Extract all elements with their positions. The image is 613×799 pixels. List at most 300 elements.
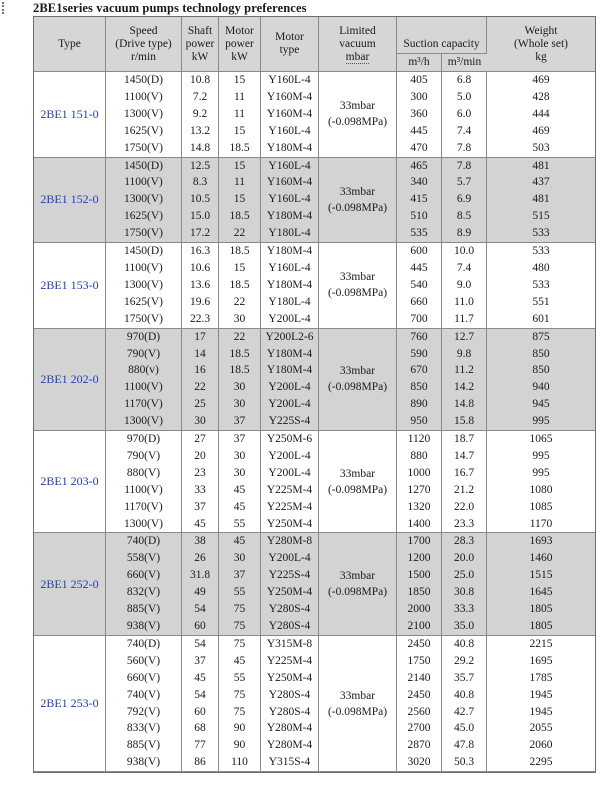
speed-value: 740(D) (126, 637, 161, 650)
header-motor-type: Motor type (261, 17, 319, 72)
shaft-power-cell (182, 243, 219, 329)
motor-type-value: Y315M-8 (266, 637, 313, 650)
weight-value: 1805 (529, 603, 553, 616)
shaft-power-cell (182, 158, 219, 244)
speed-value: 740(V) (126, 688, 161, 701)
weight-value: 850 (532, 347, 550, 360)
suction-m3h-cell (397, 329, 442, 431)
motor-type-value: Y180M-4 (266, 364, 313, 377)
shaft-power-value: 7.2 (192, 90, 208, 103)
weight-value: 437 (532, 176, 550, 189)
limited-vacuum-value: 33mbar (339, 570, 376, 583)
table-row (34, 636, 595, 772)
suction-m3h-value: 590 (410, 347, 428, 360)
shaft-power-value: 17.2 (189, 227, 211, 240)
motor-power-value: 30 (233, 312, 246, 325)
suction-m3h-value: 700 (410, 312, 428, 325)
motor-type-value: Y225S-4 (268, 569, 311, 582)
header-weight: Weight (Whole set) kg (487, 17, 595, 72)
weight-value: 2215 (529, 637, 553, 650)
table-row (34, 431, 595, 533)
suction-m3min-cell (442, 243, 487, 329)
motor-type-value: Y250M-6 (266, 433, 313, 446)
suction-m3h-value: 3020 (407, 756, 431, 769)
motor-power-cell (219, 533, 261, 635)
motor-type-value: Y280M-4 (266, 739, 313, 752)
shaft-power-cell (182, 636, 219, 772)
speed-value: 660(V) (126, 569, 161, 582)
motor-power-cell (219, 431, 261, 533)
motor-type-value: Y180M-4 (266, 210, 313, 223)
motor-type-value: Y160L-4 (268, 261, 311, 274)
suction-m3h-value: 2000 (407, 603, 431, 616)
suction-m3h-value: 1700 (407, 535, 431, 548)
motor-type-value: Y250M-4 (266, 586, 313, 599)
suction-m3h-value: 405 (410, 74, 428, 86)
suction-m3h-value: 890 (410, 398, 428, 411)
header-suction-capacity: Suction capacity (397, 17, 487, 54)
suction-m3min-value: 9.0 (456, 278, 472, 291)
motor-power-value: 18.5 (229, 141, 250, 154)
limited-vacuum-value: 33mbar (339, 185, 376, 198)
speed-value: 832(V) (126, 586, 161, 599)
suction-m3min-value: 11.2 (454, 364, 474, 377)
suction-m3h-value: 2700 (407, 722, 431, 735)
weight-cell (487, 431, 595, 533)
weight-value: 995 (532, 466, 550, 479)
speed-cell (106, 533, 182, 635)
motor-power-value: 90 (233, 739, 246, 752)
motor-power-value: 55 (233, 586, 246, 599)
table-group (34, 243, 595, 329)
shaft-power-value: 60 (194, 620, 206, 632)
weight-value: 480 (532, 261, 550, 274)
suction-m3min-value: 18.7 (453, 433, 475, 446)
suction-m3h-value: 880 (410, 449, 428, 462)
motor-type-value: Y225S-4 (268, 415, 311, 428)
weight-value: 444 (532, 107, 550, 120)
motor-type-value: Y200L-4 (268, 381, 311, 394)
motor-power-value: 45 (233, 654, 246, 667)
suction-m3h-value: 2140 (407, 671, 431, 684)
shaft-power-value: 37 (194, 500, 206, 513)
weight-value: 1085 (529, 500, 553, 513)
shaft-power-value: 15.0 (189, 210, 211, 223)
motor-type-value: Y180M-4 (266, 278, 313, 291)
limited-vacuum-cell (319, 431, 397, 533)
suction-m3h-value: 2450 (407, 637, 431, 650)
suction-m3min-value: 7.8 (456, 159, 472, 172)
motor-power-value: 75 (233, 637, 246, 650)
speed-value: 833(V) (126, 722, 161, 735)
speed-value: 885(V) (126, 603, 161, 616)
motor-power-value: 75 (233, 705, 246, 718)
shaft-power-value: 22 (194, 381, 206, 394)
motor-type-value: Y200L-4 (268, 449, 311, 462)
motor-power-value: 37 (233, 415, 246, 428)
limited-vacuum-cell (319, 72, 397, 158)
table-row (34, 72, 595, 158)
speed-cell (106, 72, 182, 158)
shaft-power-cell (182, 329, 219, 431)
suction-m3min-value: 29.2 (453, 654, 475, 667)
table-group (34, 533, 595, 635)
limited-vacuum-value: (-0.098MPa) (327, 586, 388, 599)
weight-cell (487, 329, 595, 431)
weight-value: 1170 (529, 517, 553, 530)
motor-type-value: Y250M-4 (266, 517, 313, 530)
suction-m3min-value: 22.0 (453, 500, 475, 513)
suction-m3min-value: 33.3 (453, 603, 475, 616)
suction-m3min-value: 5.7 (456, 176, 472, 189)
table-group (34, 329, 595, 431)
header-motor-power: Motor power kW (219, 17, 261, 72)
motor-power-value: 22 (233, 330, 246, 343)
suction-m3min-value: 35.7 (453, 671, 475, 684)
weight-value: 1065 (529, 433, 553, 446)
suction-m3min-value: 50.3 (453, 756, 475, 769)
suction-m3min-value: 23.3 (453, 517, 475, 530)
speed-value: 660(V) (126, 671, 161, 684)
table-row (34, 533, 595, 635)
speed-value: 885(V) (126, 739, 161, 752)
shaft-power-value: 13.2 (189, 124, 211, 137)
header-shaft-power: Shaft power kW (182, 17, 219, 72)
shaft-power-value: 25 (194, 398, 206, 411)
drag-handle-icon (2, 2, 7, 14)
weight-value: 1645 (529, 586, 553, 599)
suction-m3min-value: 14.7 (453, 449, 475, 462)
motor-power-value: 18.5 (229, 364, 250, 377)
weight-value: 1080 (529, 483, 553, 496)
motor-power-value: 30 (233, 466, 246, 479)
shaft-power-value: 77 (194, 739, 206, 752)
speed-value: 938(V) (126, 620, 161, 632)
motor-type-value: Y315S-4 (268, 756, 311, 769)
limited-vacuum-value: (-0.098MPa) (327, 287, 388, 300)
motor-power-value: 15 (233, 193, 246, 206)
weight-value: 1695 (529, 654, 553, 667)
model-type-cell: 2BE1 202-0 (34, 329, 106, 431)
weight-value: 1805 (529, 620, 553, 632)
motor-power-value: 55 (233, 517, 246, 530)
suction-m3min-value: 28.3 (453, 535, 475, 548)
motor-type-value: Y225M-4 (266, 483, 313, 496)
motor-power-value: 15 (233, 124, 246, 137)
model-type-cell: 2BE1 153-0 (34, 243, 106, 329)
motor-power-value: 37 (233, 569, 246, 582)
suction-m3h-value: 950 (410, 415, 428, 428)
suction-m3min-value: 25.0 (453, 569, 475, 582)
weight-value: 2295 (529, 756, 553, 769)
speed-value: 1450(D) (124, 74, 163, 86)
shaft-power-value: 49 (194, 586, 206, 599)
motor-power-value: 15 (233, 159, 246, 172)
motor-type-value: Y160M-4 (266, 176, 313, 189)
speed-value: 560(V) (126, 654, 161, 667)
shaft-power-value: 14 (194, 347, 206, 360)
motor-type-value: Y200L-4 (268, 312, 311, 325)
shaft-power-value: 16.3 (189, 245, 211, 258)
table-group (34, 636, 595, 772)
weight-value: 1785 (529, 671, 553, 684)
weight-value: 551 (532, 295, 550, 308)
motor-power-value: 75 (233, 688, 246, 701)
motor-type-cell (261, 243, 319, 329)
speed-value: 970(D) (126, 433, 161, 446)
speed-value: 1450(D) (124, 245, 163, 258)
shaft-power-value: 23 (194, 466, 206, 479)
weight-value: 2060 (529, 739, 553, 752)
shaft-power-value: 20 (194, 449, 206, 462)
speed-value: 1100(V) (124, 261, 163, 274)
motor-power-value: 37 (233, 433, 246, 446)
suction-m3h-cell (397, 243, 442, 329)
shaft-power-value: 38 (194, 535, 206, 548)
suction-m3min-value: 16.7 (453, 466, 475, 479)
shaft-power-value: 86 (194, 756, 206, 769)
speed-value: 938(V) (126, 756, 161, 769)
shaft-power-value: 19.6 (189, 295, 211, 308)
speed-value: 1300(V) (124, 517, 163, 530)
motor-type-value: Y280M-8 (266, 535, 313, 548)
speed-value: 1750(V) (124, 227, 163, 240)
weight-value: 469 (532, 124, 550, 137)
motor-type-value: Y160M-4 (266, 107, 313, 120)
weight-value: 1515 (529, 569, 553, 582)
speed-cell (106, 329, 182, 431)
motor-type-value: Y200L-4 (268, 398, 311, 411)
suction-m3h-value: 2560 (407, 705, 431, 718)
suction-m3min-value: 7.4 (456, 124, 472, 137)
suction-m3min-value: 12.7 (453, 330, 475, 343)
suction-m3min-value: 11.7 (454, 312, 474, 325)
motor-type-value: Y280M-4 (266, 722, 313, 735)
speed-value: 1625(V) (124, 124, 163, 137)
weight-value: 995 (532, 415, 550, 428)
suction-m3min-cell (442, 158, 487, 244)
suction-m3h-value: 1500 (407, 569, 431, 582)
suction-m3h-cell (397, 158, 442, 244)
speed-cell (106, 243, 182, 329)
shaft-power-value: 10.5 (189, 193, 211, 206)
weight-cell (487, 72, 595, 158)
suction-m3h-value: 360 (410, 107, 428, 120)
motor-power-value: 30 (233, 552, 246, 565)
speed-value: 1170(V) (124, 500, 163, 513)
shaft-power-value: 30 (194, 415, 206, 428)
motor-type-value: Y250M-4 (266, 671, 313, 684)
suction-m3h-cell (397, 533, 442, 635)
motor-power-value: 18.5 (229, 278, 250, 291)
weight-cell (487, 158, 595, 244)
weight-value: 875 (532, 330, 550, 343)
shaft-power-value: 27 (194, 433, 206, 446)
suction-m3h-value: 1270 (407, 483, 431, 496)
table-group (34, 72, 595, 158)
motor-power-value: 45 (233, 535, 246, 548)
suction-m3h-value: 2100 (407, 620, 431, 632)
limited-vacuum-value: 33mbar (339, 467, 376, 480)
speed-value: 1300(V) (124, 278, 163, 291)
suction-m3h-value: 2870 (407, 739, 431, 752)
shaft-power-value: 13.6 (189, 278, 211, 291)
motor-type-value: Y180M-4 (266, 347, 313, 360)
speed-cell (106, 431, 182, 533)
suction-m3min-value: 42.7 (453, 705, 475, 718)
table-row (34, 329, 595, 431)
weight-value: 940 (532, 381, 550, 394)
header-type: Type (34, 17, 106, 72)
motor-power-value: 15 (233, 74, 246, 86)
speed-value: 970(D) (126, 330, 161, 343)
motor-power-value: 90 (233, 722, 246, 735)
shaft-power-cell (182, 533, 219, 635)
speed-value: 1170(V) (124, 398, 163, 411)
shaft-power-value: 31.8 (189, 569, 211, 582)
suction-m3min-value: 14.8 (453, 398, 475, 411)
motor-type-value: Y280S-4 (268, 705, 311, 718)
limited-vacuum-cell (319, 243, 397, 329)
speed-value: 880(v) (128, 364, 159, 377)
motor-power-value: 45 (233, 500, 246, 513)
suction-m3min-value: 30.8 (453, 586, 475, 599)
speed-value: 790(V) (126, 347, 161, 360)
suction-m3h-value: 1850 (407, 586, 431, 599)
speed-value: 792(V) (126, 705, 161, 718)
speed-value: 1300(V) (124, 193, 163, 206)
suction-m3h-value: 1320 (407, 500, 431, 513)
suction-m3min-value: 40.8 (453, 688, 475, 701)
table-group (34, 158, 595, 244)
motor-type-value: Y180L-4 (268, 227, 311, 240)
shaft-power-value: 68 (194, 722, 206, 735)
suction-m3min-value: 15.8 (453, 415, 475, 428)
suction-m3h-value: 415 (410, 193, 428, 206)
motor-power-value: 22 (233, 227, 246, 240)
motor-type-value: Y180M-4 (266, 245, 313, 258)
motor-power-value: 11 (233, 107, 246, 120)
suction-m3min-value: 6.0 (456, 107, 472, 120)
speed-value: 1300(V) (124, 415, 163, 428)
weight-value: 2055 (529, 722, 553, 735)
motor-power-value: 30 (233, 449, 246, 462)
suction-m3min-value: 8.5 (456, 210, 472, 223)
motor-power-value: 15 (233, 261, 246, 274)
suction-m3min-cell (442, 329, 487, 431)
motor-type-value: Y225M-4 (266, 654, 313, 667)
suction-m3h-value: 2450 (407, 688, 431, 701)
motor-power-cell (219, 636, 261, 772)
speed-value: 1100(V) (124, 381, 163, 394)
motor-type-cell (261, 329, 319, 431)
shaft-power-value: 37 (194, 654, 206, 667)
motor-type-value: Y200L-4 (268, 466, 311, 479)
suction-m3h-value: 540 (410, 278, 428, 291)
shaft-power-value: 10.8 (189, 74, 211, 86)
motor-power-value: 75 (233, 603, 246, 616)
weight-value: 515 (532, 210, 550, 223)
motor-power-value: 22 (233, 295, 246, 308)
model-type-cell: 2BE1 252-0 (34, 533, 106, 635)
weight-value: 469 (532, 74, 550, 86)
motor-type-value: Y225M-4 (266, 500, 313, 513)
suction-m3h-value: 470 (410, 141, 428, 154)
motor-power-value: 110 (231, 756, 248, 769)
suction-m3min-value: 45.0 (453, 722, 475, 735)
speed-value: 740(D) (126, 535, 161, 548)
limited-vacuum-value: 33mbar (339, 100, 376, 113)
motor-power-value: 55 (233, 671, 246, 684)
motor-power-value: 75 (233, 620, 246, 632)
speed-cell (106, 158, 182, 244)
shaft-power-value: 60 (194, 705, 206, 718)
suction-m3min-value: 21.2 (453, 483, 475, 496)
header-speed: Speed (Drive type) r/min (106, 17, 182, 72)
limited-vacuum-value: (-0.098MPa) (327, 381, 388, 394)
limited-vacuum-cell (319, 158, 397, 244)
weight-value: 503 (532, 141, 550, 154)
weight-value: 945 (532, 398, 550, 411)
motor-type-value: Y280S-4 (268, 620, 311, 632)
motor-power-value: 18.5 (229, 245, 250, 258)
motor-power-value: 11 (233, 90, 246, 103)
speed-value: 1625(V) (124, 210, 163, 223)
model-type-cell: 2BE1 151-0 (34, 72, 106, 158)
weight-value: 1945 (529, 705, 553, 718)
shaft-power-cell (182, 431, 219, 533)
shaft-power-cell (182, 72, 219, 158)
limited-vacuum-cell (319, 636, 397, 772)
motor-type-cell (261, 72, 319, 158)
shaft-power-value: 10.6 (189, 261, 211, 274)
suction-m3h-value: 670 (410, 364, 428, 377)
suction-m3min-value: 47.8 (453, 739, 475, 752)
speed-value: 1100(V) (124, 90, 163, 103)
motor-type-value: Y180M-4 (266, 141, 313, 154)
motor-power-value: 45 (233, 483, 246, 496)
motor-power-cell (219, 72, 261, 158)
weight-value: 1693 (529, 535, 553, 548)
suction-m3h-value: 1120 (407, 433, 431, 446)
suction-m3h-value: 850 (410, 381, 428, 394)
motor-power-cell (219, 158, 261, 244)
motor-type-value: Y200L-4 (268, 552, 311, 565)
header-suction-m3min: m³/min (442, 54, 487, 72)
motor-power-value: 18.5 (229, 210, 250, 223)
weight-value: 533 (532, 245, 550, 258)
weight-value: 1460 (529, 552, 553, 565)
suction-m3min-value: 7.8 (456, 141, 472, 154)
motor-type-cell (261, 636, 319, 772)
model-type-cell: 2BE1 253-0 (34, 636, 106, 772)
shaft-power-value: 54 (194, 637, 206, 650)
suction-m3min-value: 14.2 (453, 381, 475, 394)
table-group (34, 431, 595, 533)
speed-value: 1100(V) (124, 176, 163, 189)
suction-m3min-value: 11.0 (454, 295, 474, 308)
shaft-power-value: 45 (194, 671, 206, 684)
suction-m3min-value: 5.0 (456, 90, 472, 103)
weight-value: 601 (532, 312, 550, 325)
motor-power-value: 30 (233, 398, 246, 411)
suction-m3h-value: 1750 (407, 654, 431, 667)
suction-m3min-value: 6.8 (456, 74, 472, 86)
limited-vacuum-value: (-0.098MPa) (327, 116, 388, 129)
limited-vacuum-cell (319, 329, 397, 431)
limited-vacuum-value: 33mbar (339, 365, 376, 378)
speed-value: 1100(V) (124, 483, 163, 496)
